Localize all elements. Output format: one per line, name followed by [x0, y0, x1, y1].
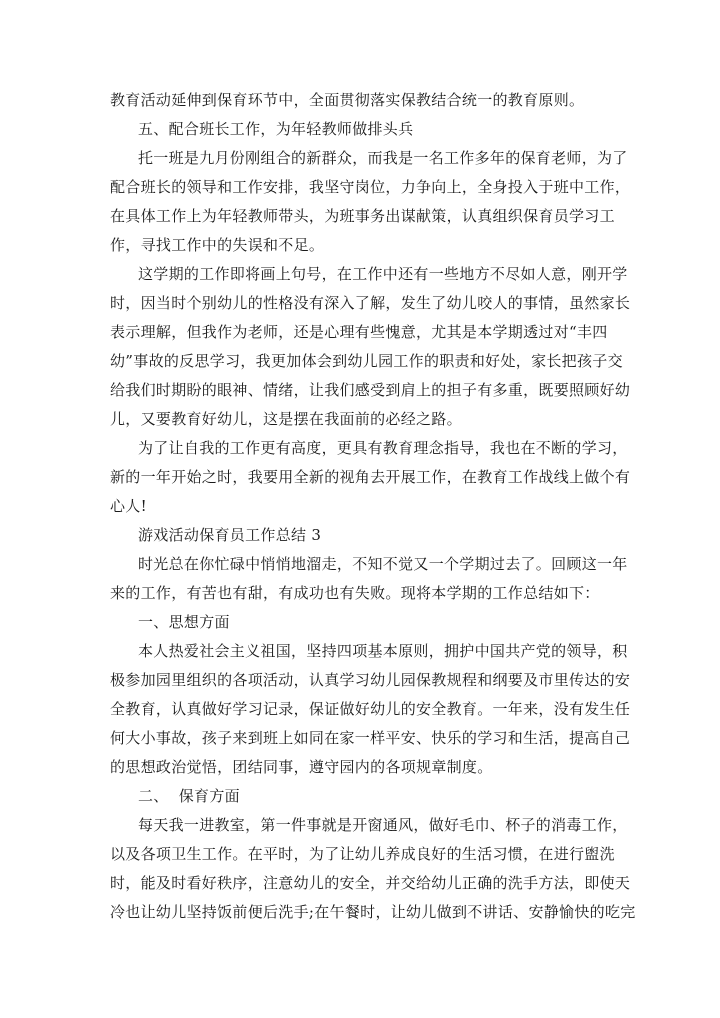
- text-line: 教育活动延伸到保育环节中，全面贯彻落实保教结合统一的教育原则。: [110, 91, 585, 109]
- text-line: 冷也让幼儿坚持饭前便后洗手;在午餐时，让幼儿做到不讲话、安静愉快的吃完: [110, 903, 636, 921]
- text-line: 极参加园里组织的各项活动，认真学习幼儿园保教规程和纲要及市里传达的安: [110, 671, 631, 689]
- text-line: 配合班长的领导和工作安排，我坚守岗位，力争向上，全身投入于班中工作，: [110, 178, 631, 196]
- text-line: 全教育，认真做好学习记录，保证做好幼儿的安全教育。一年来，没有发生任: [110, 700, 631, 718]
- text-line: 托一班是九月份刚组合的新群众，而我是一名工作多年的保育老师，为了: [138, 149, 628, 167]
- text-line: 幼”事故的反思学习，我更加体会到幼儿园工作的职责和好处，家长把孩子交: [110, 352, 623, 370]
- text-line: 每天我一进教室，第一件事就是开窗通风，做好毛巾、杯子的消毒工作，: [138, 816, 628, 834]
- text-line: 在具体工作上为年轻教师带头，为班事务出谋献策，认真组织保育员学习工: [110, 207, 615, 225]
- text-line: 时，能及时看好秩序，注意幼儿的安全，并交给幼儿正确的洗手方法，即使天: [110, 874, 631, 892]
- section-heading: 一、思想方面: [138, 613, 230, 631]
- text-line: 本人热爱社会主义祖国，坚持四项基本原则，拥护中国共产党的领导，积: [138, 642, 628, 660]
- text-line: 的思想政治觉悟，团结同事，遵守园内的各项规章制度。: [110, 758, 493, 776]
- text-line: 为了让自我的工作更有高度，更具有教育理念指导，我也在不断的学习，: [138, 439, 628, 457]
- text-line: 儿，又要教育好幼儿，这是摆在我面前的必经之路。: [110, 410, 462, 428]
- article-title: 游戏活动保育员工作总结 3: [138, 526, 322, 544]
- text-line: 以及各项卫生工作。在平时，为了让幼儿养成良好的生活习惯，在进行盥洗: [110, 845, 615, 863]
- text-line: 来的工作，有苦也有甜，有成功也有失败。现将本学期的工作总结如下：: [110, 584, 600, 602]
- text-line: 时光总在你忙碌中悄悄地溜走，不知不觉又一个学期过去了。回顾这一年: [138, 555, 628, 573]
- text-line: 新的一年开始之时，我要用全新的视角去开展工作，在教育工作战线上做个有: [110, 468, 631, 486]
- text-line: 给我们时期盼的眼神、情绪，让我们感受到肩上的担子有多重，既要照顾好幼: [110, 381, 631, 399]
- section-heading: 二、 保育方面: [138, 787, 240, 805]
- text-line: 作，寻找工作中的失误和不足。: [110, 236, 325, 254]
- text-line: 心人!: [110, 497, 147, 515]
- text-line: 表示理解，但我作为老师，还是心理有些愧意，尤其是本学期透过对“丰四: [110, 323, 608, 341]
- text-line: 这学期的工作即将画上句号，在工作中还有一些地方不尽如人意，刚开学: [138, 265, 628, 283]
- section-heading: 五、配合班长工作，为年轻教师做排头兵: [138, 120, 414, 138]
- text-line: 何大小事故，孩子来到班上如同在家一样平安、快乐的学习和生活，提高自己: [110, 729, 631, 747]
- text-line: 时，因当时个别幼儿的性格没有深入了解，发生了幼儿咬人的事情，虽然家长: [110, 294, 631, 312]
- document-page: [110, 86, 636, 927]
